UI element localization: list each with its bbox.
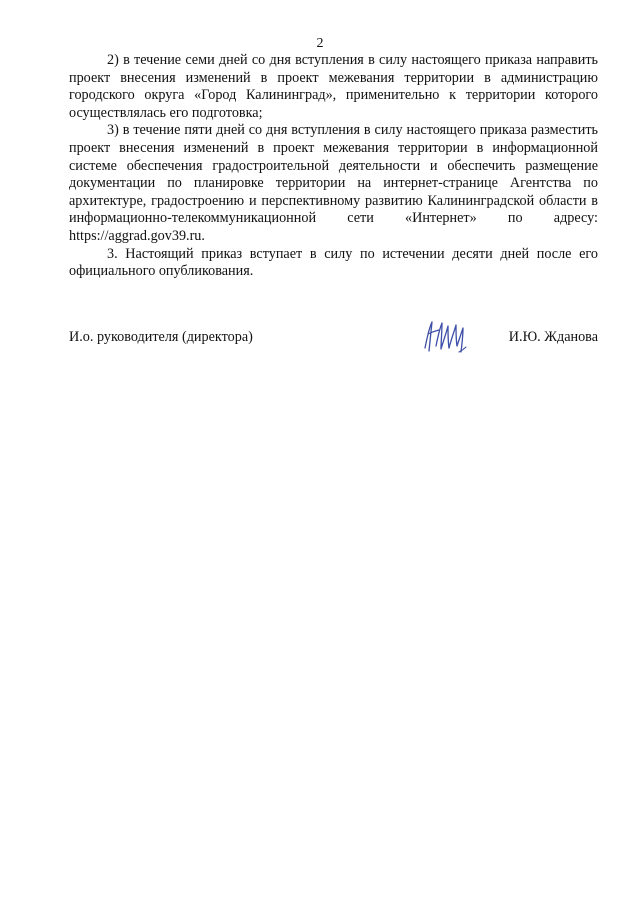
handwritten-signature <box>419 318 467 356</box>
paragraph-item-2: 2) в течение семи дней со дня вступления в силу настоящего приказа направить проект внесения изменений в проект межевания территории в администрацию городского округа «Город Калининград», применительно к территории которого осуществлялась его подготовка; <box>69 52 598 121</box>
signatory-name: И.Ю. Жданова <box>508 329 598 345</box>
signature-block <box>69 318 598 358</box>
page-number: 2 <box>316 36 324 51</box>
paragraph-item-3: 3) в течение пяти дней со дня вступления в силу настоящего приказа разместить проект внесения изменений в проект межевания территории в информационной системе обеспечения градостроительной деятельности и обеспечить размещение документации по планировке территории на интернет-странице Агентства по архитектуре, градостроению и перспективному развитию Калининградской области в информационно-телекоммуникационной сети «Интернет» по адресу: https://aggrad.gov39.ru. <box>69 122 598 244</box>
paragraph-clause-3: 3. Настоящий приказ вступает в силу по истечении десяти дней после его официального опубликования. <box>69 245 598 280</box>
signatory-title: И.о. руководителя (директора) <box>69 329 253 345</box>
document-body <box>69 52 598 281</box>
